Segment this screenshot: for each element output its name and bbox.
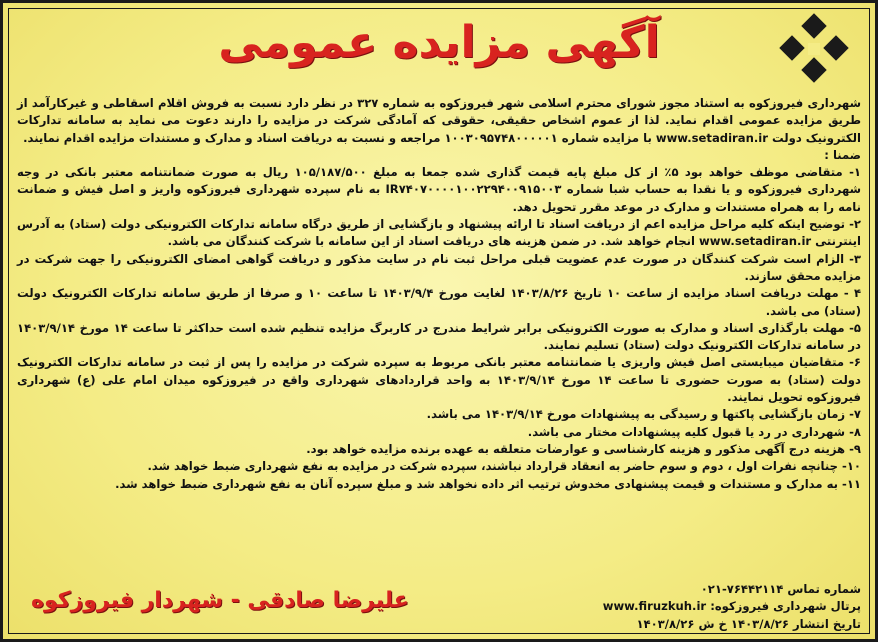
notice-item: ۳- الزام است شرکت کنندگان در صورت عدم عضویت قبلی مراحل ثبت نام در سایت مذکور و دریافت گواهی امضای الکترونیکی را جهت شرکت در مزایده محقق سازند. — [17, 251, 861, 283]
municipality-logo-icon — [775, 13, 853, 91]
notice-item: ۴ - مهلت دریافت اسناد مزایده از ساعت ۱۰ تاریخ ۱۴۰۳/۸/۲۶ لغایت مورخ ۱۴۰۳/۹/۴ تا ساعت ۱۰ و صرفا از طریق سامانه تدارکات الکترونیک دولت (ستاد) می باشد. — [17, 286, 862, 318]
contact-phone: شماره تماس ۷۶۴۴۲۱۱۴-۰۲۱ — [700, 582, 861, 597]
notice-item: ۱۰- چنانچه نفرات اول ، دوم و سوم حاضر به انعقاد قرارداد نباشند، سپرده شرکت در مزایده به نفع شهرداری ضبط خواهد شد. — [147, 459, 861, 474]
notice-zemnan: ضمنا : — [824, 147, 861, 162]
notice-item: ۷- زمان بازگشایی پاکتها و رسیدگی به پیشنهادات مورخ ۱۴۰۳/۹/۱۴ می باشد. — [426, 407, 861, 422]
notice-item: ۹- هزینه درج آگهی مذکور و هزینه کارشناسی و عوارضات متعلقه به عهده برنده مزایده خواهد بود. — [306, 441, 861, 456]
notice-body — [17, 95, 861, 493]
notice-item: ۵- مهلت بارگذاری اسناد و مدارک به صورت الکترونیکی برابر شرایط مندرج در کاربرگ مزایده تنظیم شده است حداکثر تا ساعت ۱۴ مورخ ۱۴۰۳/۹/۱۴ در سامانه تدارکات الکترونیک دولت (ستاد) تسلیم نمایند. — [17, 320, 861, 353]
notice-intro: شهرداری فیروزکوه به استناد مجوز شورای محترم اسلامی شهر فیروزکوه به شماره ۳۲۷ در نظر دارد نسبت به فروش اقلام اسقاطی و غیرکارآمد از طریق مزایده عمومی اقدام نماید. لذا از عموم اشخاص حقیقی، حقوقی که آمادگی شرکت در مزایده را دارند دعوت می نماید به سامانه تدارکات الکترونیک دولت www.setadiran.ir با مزایده شماره ۱۰۰۳۰۹۵۷۴۸۰۰۰۰۰۱ مراجعه و نسبت به دریافت اسناد و مدارک و مستندات مزایده اقدام نمایند. — [17, 96, 861, 145]
signature: علیرضا صادقی - شهردار فیروزکوه — [31, 588, 409, 613]
notice-item: ۱- متقاضی موظف خواهد بود ۵٪ از کل مبلغ پایه قیمت گذاری شده جمعا به مبلغ ۱۰۵/۱۸۷/۵۰۰ ریال به صورت ضمانتنامه معتبر بانکی در وجه شهرداری فیروزکوه و یا نقدا به حساب شبا شماره IR۷۴۰۷۰۰۰۰۱۰۰۲۲۹۴۰۰۹۱۵۰۰۳ به نام سپرده شهرداری فیروزکوه واریز و اصل فیش و ضمانت نامه را به همراه مستندات و مدارک در موعد مقرر تحویل دهد. — [17, 165, 861, 214]
portal-link[interactable]: پرتال شهرداری فیروزکوه: www.firuzkuh.ir — [602, 599, 861, 614]
publish-date: تاریخ انتشار ۱۴۰۳/۸/۲۶ خ ش ۱۴۰۳/۸/۲۶ — [636, 616, 861, 631]
notice-item: ۶- متقاضیان میبایستی اصل فیش واریزی یا ضمانتنامه معتبر بانکی مربوط به سپرده شرکت در مزایده را پس از ثبت در سامانه تدارکات الکترونیک دولت (ستاد) به صورت حضوری تا ساعت ۱۴ مورخ ۱۴۰۳/۹/۱۴ به واحد قراردادهای شهرداری واقع در فیروزکوه میدان امام علی (ع) شهرداری فیروزکوه تحویل نمایند. — [17, 355, 861, 405]
notice-item: ۲- توضیح اینکه کلیه مراحل مزایده اعم از دریافت اسناد تا ارائه پیشنهاد و بازگشایی از طریق درگاه سامانه تدارکات الکترونیکی دولت (ستاد) به آدرس اینترنتی www.setadiran.ir انجام خواهد شد. در ضمن هزینه های دریافت اسناد از این سامانه با شرکت کنندگان می باشد. — [17, 217, 861, 249]
notice-footer — [603, 581, 861, 633]
notice-item: ۸- شهرداری در رد یا قبول کلیه پیشنهادات مختار می باشد. — [527, 424, 861, 439]
notice-item: ۱۱- به مدارک و مستندات و قیمت پیشنهادی مخدوش ترتیب اثر داده نخواهد شد و مبلغ سپرده آنان به نفع شهرداری ضبط خواهد شد. — [115, 476, 861, 491]
notice-title: آگهی مزایده عمومی — [218, 17, 660, 68]
